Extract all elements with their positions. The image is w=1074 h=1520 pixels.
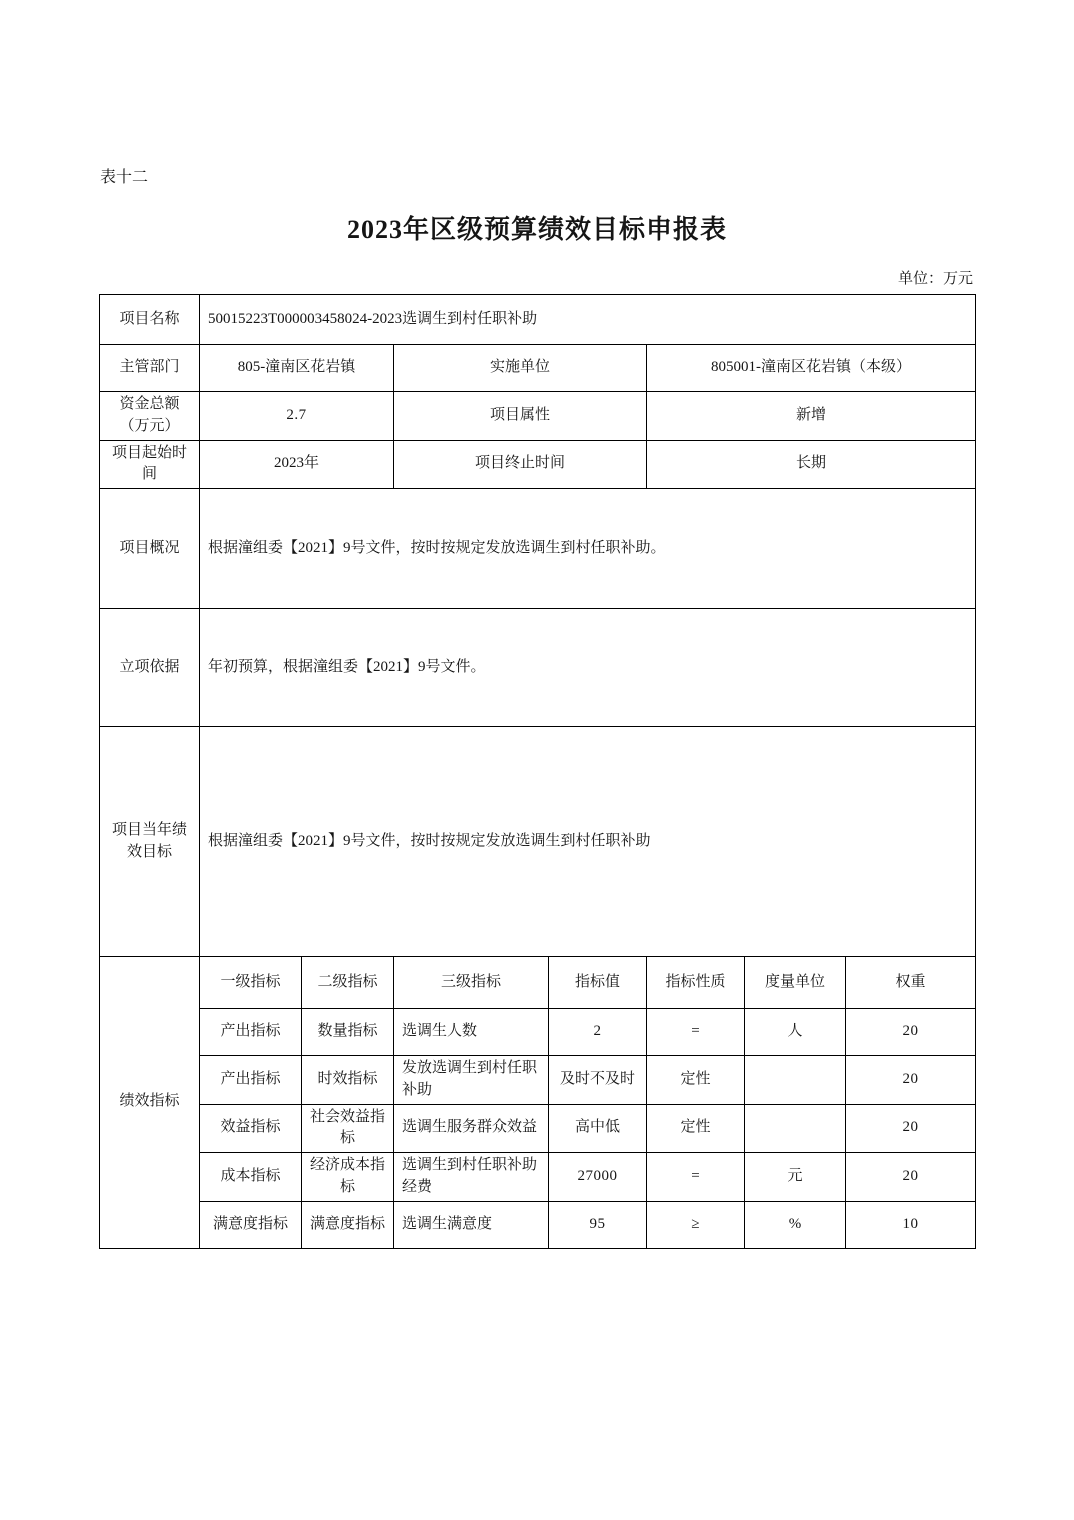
indicator-unit-cell	[745, 1056, 846, 1105]
indicator-level2-cell: 经济成本指标	[302, 1153, 394, 1202]
indicator-level3-cell: 选调生服务群众效益	[394, 1104, 549, 1153]
page-title: 2023年区级预算绩效目标申报表	[346, 215, 727, 244]
indicator-nature-cell: ≥	[647, 1201, 745, 1248]
start-time-value: 2023年	[200, 440, 394, 489]
implementing-unit-value: 805001-潼南区花岩镇（本级）	[647, 345, 976, 392]
end-time-value: 长期	[647, 440, 976, 489]
table-row	[100, 609, 976, 727]
budget-form-table	[99, 294, 976, 1249]
indicator-weight-cell: 20	[846, 1009, 976, 1056]
indicator-value-cell: 27000	[549, 1153, 647, 1202]
start-time-label: 项目起始时间	[100, 440, 200, 489]
indicator-weight-cell: 20	[846, 1056, 976, 1105]
indicator-level3-cell: 发放选调生到村任职补助	[394, 1056, 549, 1105]
indicator-header-level1: 一级指标	[200, 957, 302, 1009]
supervisor-dept-value: 805-潼南区花岩镇	[200, 345, 394, 392]
approval-basis-label: 立项依据	[100, 609, 200, 727]
indicator-unit-cell	[745, 1104, 846, 1153]
indicator-row	[100, 1056, 976, 1105]
table-row	[100, 345, 976, 392]
indicator-header-level2: 二级指标	[302, 957, 394, 1009]
indicator-level2-cell: 数量指标	[302, 1009, 394, 1056]
indicator-level1-cell: 产出指标	[200, 1009, 302, 1056]
implementing-unit-label: 实施单位	[394, 345, 647, 392]
indicator-level3-cell: 选调生满意度	[394, 1201, 549, 1248]
indicator-unit-cell: 元	[745, 1153, 846, 1202]
indicator-unit-cell: %	[745, 1201, 846, 1248]
indicator-row	[100, 1153, 976, 1202]
indicator-row	[100, 1201, 976, 1248]
indicator-value-cell: 及时不及时	[549, 1056, 647, 1105]
indicator-nature-cell: =	[647, 1153, 745, 1202]
indicator-weight-cell: 20	[846, 1104, 976, 1153]
table-row	[100, 727, 976, 957]
project-attribute-value: 新增	[647, 392, 976, 441]
indicator-level2-cell: 社会效益指标	[302, 1104, 394, 1153]
total-fund-value: 2.7	[200, 392, 394, 441]
approval-basis-value: 年初预算，根据潼组委【2021】9号文件。	[200, 609, 976, 727]
indicator-level1-cell: 满意度指标	[200, 1201, 302, 1248]
indicator-level2-cell: 满意度指标	[302, 1201, 394, 1248]
annual-goal-value: 根据潼组委【2021】9号文件，按时按规定发放选调生到村任职补助	[200, 727, 976, 957]
indicator-weight-cell: 20	[846, 1153, 976, 1202]
indicator-level1-cell: 产出指标	[200, 1056, 302, 1105]
unit-note: 单位：万元	[897, 271, 973, 287]
total-fund-label: 资金总额（万元）	[100, 392, 200, 441]
indicator-unit-cell: 人	[745, 1009, 846, 1056]
table-row	[100, 440, 976, 489]
project-name-label: 项目名称	[100, 295, 200, 345]
indicator-header-nature: 指标性质	[647, 957, 745, 1009]
indicator-weight-cell: 10	[846, 1201, 976, 1248]
annual-goal-label: 项目当年绩效目标	[100, 727, 200, 957]
indicator-value-cell: 2	[549, 1009, 647, 1056]
indicator-nature-cell: =	[647, 1009, 745, 1056]
indicator-header-level3: 三级指标	[394, 957, 549, 1009]
form-sheet	[99, 270, 975, 1249]
supervisor-dept-label: 主管部门	[100, 345, 200, 392]
indicator-row	[100, 1009, 976, 1056]
performance-section-label: 绩效指标	[100, 957, 200, 1249]
form-number: 表十二	[100, 169, 149, 186]
project-attribute-label: 项目属性	[394, 392, 647, 441]
project-overview-value: 根据潼组委【2021】9号文件，按时按规定发放选调生到村任职补助。	[200, 489, 976, 609]
indicator-level1-cell: 效益指标	[200, 1104, 302, 1153]
indicator-level3-cell: 选调生人数	[394, 1009, 549, 1056]
table-row	[100, 392, 976, 441]
project-overview-label: 项目概况	[100, 489, 200, 609]
indicator-level1-cell: 成本指标	[200, 1153, 302, 1202]
indicator-header-unit: 度量单位	[745, 957, 846, 1009]
end-time-label: 项目终止时间	[394, 440, 647, 489]
table-row	[100, 295, 976, 345]
indicator-value-cell: 95	[549, 1201, 647, 1248]
indicator-header-row	[100, 957, 976, 1009]
indicator-level2-cell: 时效指标	[302, 1056, 394, 1105]
indicator-level3-cell: 选调生到村任职补助经费	[394, 1153, 549, 1202]
table-row	[100, 489, 976, 609]
indicator-header-value: 指标值	[549, 957, 647, 1009]
indicator-value-cell: 高中低	[549, 1104, 647, 1153]
indicator-nature-cell: 定性	[647, 1104, 745, 1153]
indicator-nature-cell: 定性	[647, 1056, 745, 1105]
indicator-header-weight: 权重	[846, 957, 976, 1009]
indicator-row	[100, 1104, 976, 1153]
project-name-value: 50015223T000003458024-2023选调生到村任职补助	[200, 295, 976, 345]
